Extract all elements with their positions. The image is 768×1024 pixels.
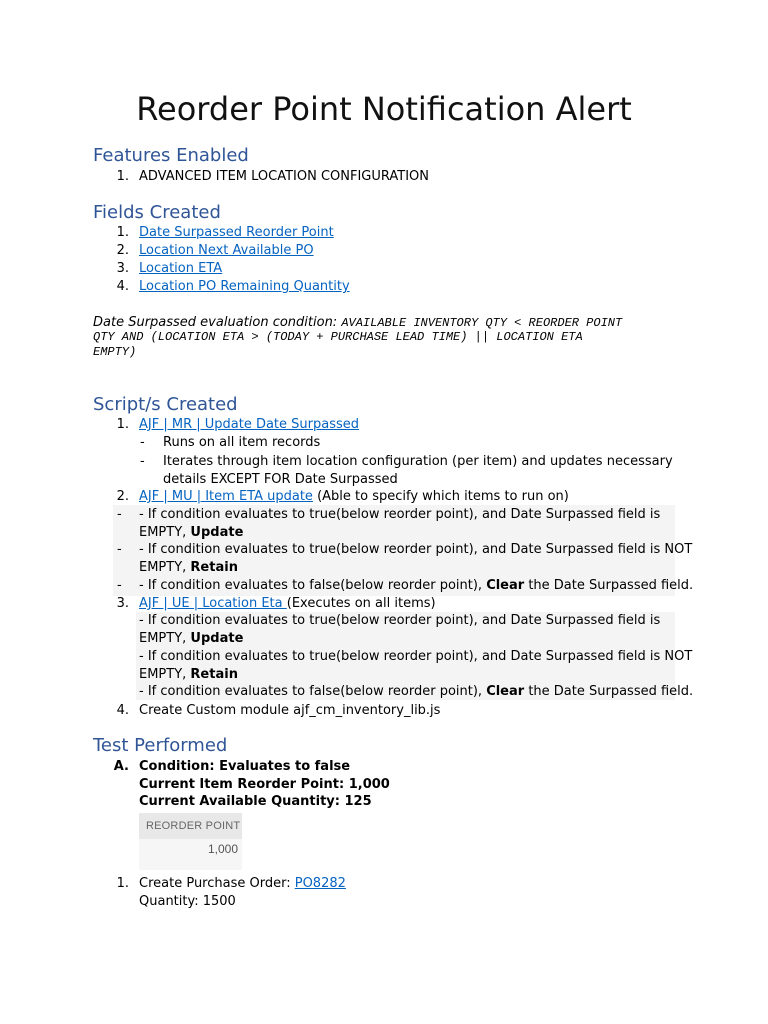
- bullet-dash: -: [117, 507, 122, 522]
- test-step-po: Create Purchase Order: PO8282: [139, 876, 346, 891]
- field-link-next-po[interactable]: Location Next Available PO: [139, 243, 314, 258]
- rule-text: - If condition evaluates to false(below reorder point), Clear the Date Surpassed field.: [139, 578, 694, 593]
- bullet-dash: -: [140, 435, 145, 450]
- rule-text: - If condition evaluates to true(below reorder point), and Date Surpassed field is: [139, 507, 661, 522]
- page-title: Reorder Point Notification Alert: [136, 90, 632, 128]
- field-link-location-eta[interactable]: Location ETA: [139, 261, 223, 276]
- bullet-dash: -: [117, 578, 122, 593]
- condition-expr-2: QTY AND (LOCATION ETA > (TODAY + PURCHASE LEAD TIME) || LOCATION ETA: [93, 330, 583, 344]
- bullet-dash: -: [140, 454, 145, 469]
- script-item-4: Create Custom module ajf_cm_inventory_lib.js: [139, 703, 441, 718]
- rule-text: EMPTY, Retain: [139, 667, 238, 682]
- list-number: 1.: [116, 417, 129, 432]
- list-number: 1.: [116, 169, 129, 184]
- script-link-mr[interactable]: AJF | MR | Update Date Surpassed: [139, 417, 360, 432]
- test-marker: A.: [113, 759, 129, 774]
- list-number: 2.: [116, 243, 129, 258]
- script-detail: details EXCEPT FOR Date Surpassed: [163, 472, 398, 487]
- field-link-date-surpassed[interactable]: Date Surpassed Reorder Point: [139, 225, 334, 240]
- script-item-3: [139, 595, 436, 612]
- script-suffix: (Able to specify which items to run on): [312, 489, 569, 504]
- list-number: 3.: [116, 261, 129, 276]
- script-link-mu[interactable]: AJF | MU | Item ETA update: [139, 489, 313, 504]
- script-detail: Iterates through item location configuration (per item) and updates necessary: [163, 454, 673, 469]
- field-link-po-remaining[interactable]: Location PO Remaining Quantity: [139, 279, 350, 294]
- fields-heading: Fields Created: [93, 202, 221, 223]
- rule-text: - If condition evaluates to true(below reorder point), and Date Surpassed field is: [139, 613, 661, 628]
- rule-text: EMPTY, Retain: [139, 560, 238, 575]
- script-detail: Runs on all item records: [163, 435, 321, 450]
- po-link[interactable]: PO8282: [294, 876, 346, 891]
- test-available-qty: Current Available Quantity: 125: [139, 794, 372, 809]
- list-number: 1.: [116, 876, 129, 891]
- script-link-ue[interactable]: AJF | UE | Location Eta: [139, 596, 287, 611]
- rule-text: - If condition evaluates to false(below reorder point), Clear the Date Surpassed field.: [139, 684, 694, 699]
- condition-expr-1: AVAILABLE INVENTORY QTY < REORDER POINT: [341, 316, 623, 330]
- reorder-point-value: 1,000: [139, 839, 242, 870]
- rule-text: - If condition evaluates to true(below reorder point), and Date Surpassed field is NOT: [139, 649, 693, 664]
- list-number: 2.: [116, 489, 129, 504]
- condition-expr-3: EMPTY): [93, 345, 137, 359]
- scripts-heading: Script/s Created: [93, 394, 238, 415]
- test-condition: Condition: Evaluates to false: [139, 759, 351, 774]
- script-suffix: (Executes on all items): [286, 596, 436, 611]
- tests-heading: Test Performed: [93, 735, 228, 756]
- rule-text: EMPTY, Update: [139, 631, 244, 646]
- bullet-dash: -: [117, 542, 122, 557]
- list-number: 4.: [116, 703, 129, 718]
- rule-text: EMPTY, Update: [139, 525, 244, 540]
- script-item-2: [139, 488, 569, 505]
- features-heading: Features Enabled: [93, 145, 249, 166]
- test-reorder-point: Current Item Reorder Point: 1,000: [139, 777, 390, 792]
- list-number: 3.: [116, 596, 129, 611]
- list-number: 1.: [116, 225, 129, 240]
- list-number: 4.: [116, 279, 129, 294]
- rule-text: - If condition evaluates to true(below reorder point), and Date Surpassed field is NOT: [139, 542, 693, 557]
- condition-label: Date Surpassed evaluation condition:: [93, 315, 338, 330]
- feature-item: ADVANCED ITEM LOCATION CONFIGURATION: [139, 169, 430, 184]
- reorder-point-header: REORDER POINT: [139, 813, 242, 839]
- test-step-qty: Quantity: 1500: [139, 894, 236, 909]
